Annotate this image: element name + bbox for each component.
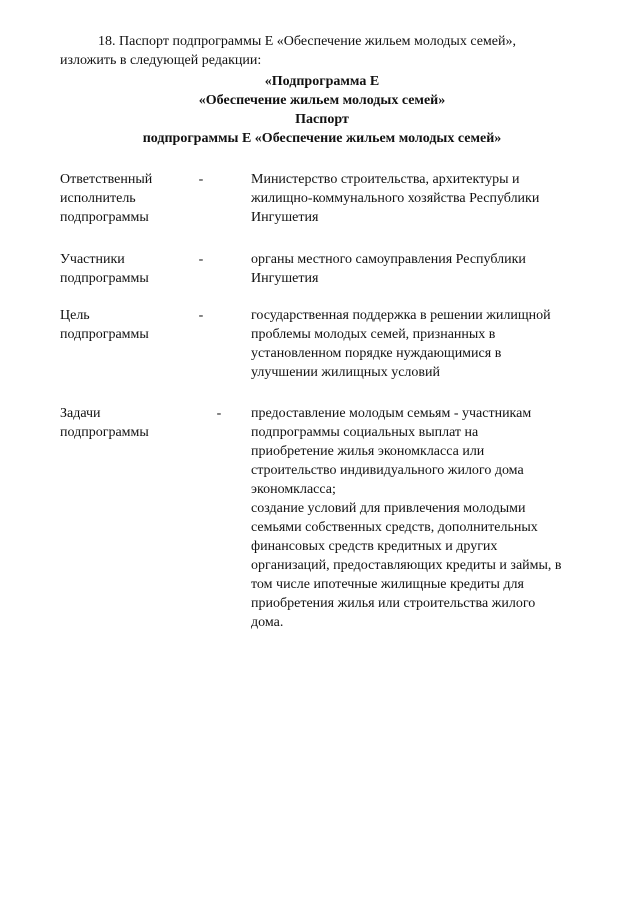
row-dash: - xyxy=(198,172,204,187)
row-label: Задачи подпрограммы xyxy=(60,406,149,440)
heading-line-2: «Обеспечение жильем молодых семей» xyxy=(198,93,446,108)
row-value: органы местного самоуправления Республики Ингушетия xyxy=(251,252,526,286)
row-dash: - xyxy=(216,406,222,421)
passport-heading xyxy=(60,72,584,148)
heading-line-3: Паспорт xyxy=(295,112,349,127)
row-label: Цель подпрограммы xyxy=(60,308,149,342)
row-value: Министерство строительства, архитектуры и жилищно-коммунального хозяйства Республики Ингушетия xyxy=(251,172,540,225)
intro-paragraph xyxy=(60,32,584,70)
row-label: Ответственный исполнитель подпрограммы xyxy=(60,172,153,225)
intro-line-1: 18. Паспорт подпрограммы Е «Обеспечение жильем молодых семей», xyxy=(98,34,516,49)
intro-line-2: изложить в следующей редакции: xyxy=(60,53,262,68)
heading-line-1: «Подпрограмма Е xyxy=(264,74,380,89)
heading-line-4: подпрограммы Е «Обеспечение жильем молодых семей» xyxy=(142,131,502,146)
row-dash: - xyxy=(198,252,204,267)
row-value: предоставление молодым семьям - участникам подпрограммы социальных выплат на приобретение жилья экономкласса или строительство индивидуального жилого дома экономкласса; создание условий для привлечения молодыми семьями собственных средств, дополнительных финансовых средств кредитных и других организаций, предоставляющих кредиты и займы, в том числе ипотечные жилищные кредиты для приобретения жилья или строительства жилого дома. xyxy=(251,406,562,630)
row-label: Участники подпрограммы xyxy=(60,252,149,286)
row-dash: - xyxy=(198,308,204,323)
row-value: государственная поддержка в решении жилищной проблемы молодых семей, признанных в установленном порядке нуждающимися в улучшении жилищных условий xyxy=(251,308,551,380)
